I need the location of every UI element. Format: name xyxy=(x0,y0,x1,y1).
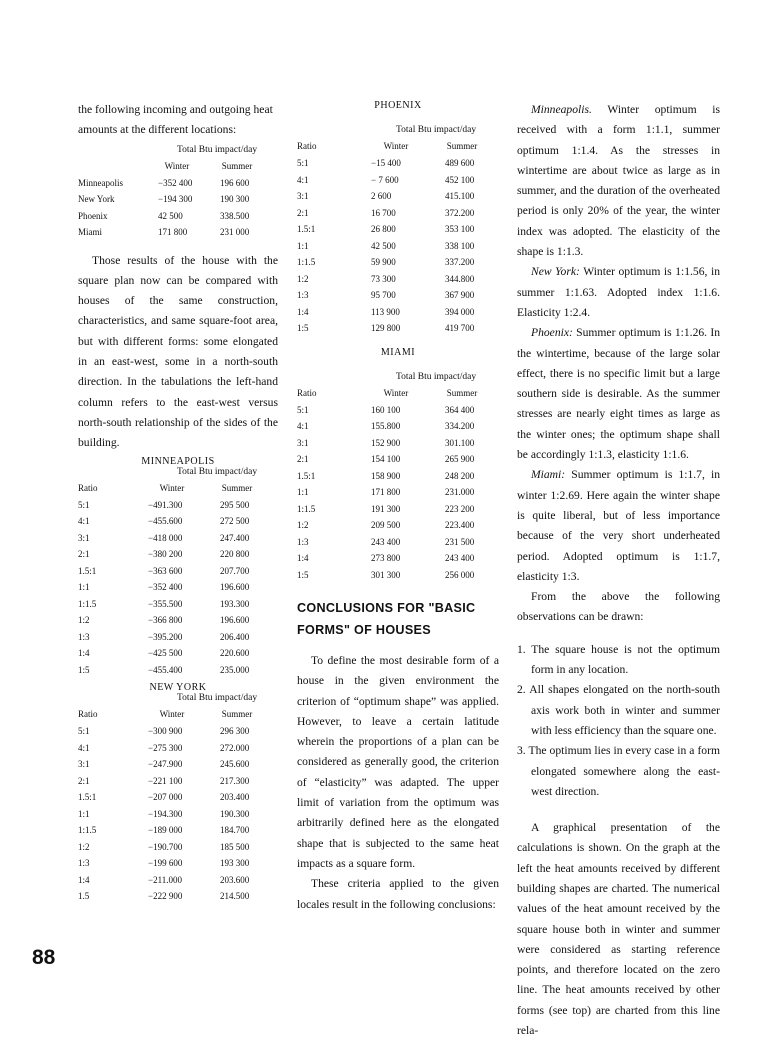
table-cell: −352 400 xyxy=(158,177,193,188)
table-cell: 1:4 xyxy=(78,874,90,885)
table-cell: 1:4 xyxy=(297,306,309,317)
table-cell: 372.200 xyxy=(445,207,475,218)
column-header-winter: Winter xyxy=(383,387,409,398)
table-cell: 196.600 xyxy=(220,582,250,593)
minneapolis-label: Minneapolis. xyxy=(531,103,592,116)
table-cell: 3:1 xyxy=(297,191,309,202)
table-cell: 2:1 xyxy=(297,454,309,465)
table-row xyxy=(78,513,268,530)
table-cell: 196 600 xyxy=(220,177,250,188)
table-cell: 1:1 xyxy=(78,582,90,593)
table-cell: 1:2 xyxy=(78,615,90,626)
table-row xyxy=(297,320,493,337)
new-york-label: New York: xyxy=(531,265,580,279)
column-header-winter: Winter xyxy=(159,709,185,720)
table-cell: 1.5:1 xyxy=(78,792,97,803)
table-cell: 3:1 xyxy=(78,532,90,543)
table-row xyxy=(78,839,268,856)
table-cell: 231 500 xyxy=(445,536,475,547)
table-row xyxy=(297,451,493,468)
table-cell: 113 900 xyxy=(371,306,400,317)
table-cell: 203.400 xyxy=(220,792,250,803)
list-item: 1. The square house is not the optimum form in any location. xyxy=(517,642,720,677)
table-cell: −380 200 xyxy=(148,549,183,560)
table-row xyxy=(297,418,493,435)
table-cell: 154 100 xyxy=(371,454,401,465)
table-cell: 489 600 xyxy=(445,158,475,169)
table-row xyxy=(78,191,268,208)
column-header-summer: Summer xyxy=(221,709,253,720)
table-cell: −363 600 xyxy=(148,565,183,576)
table-row xyxy=(78,563,268,580)
phoenix-title: PHOENIX xyxy=(374,100,422,111)
table-cell: New York xyxy=(78,194,115,205)
table-row xyxy=(297,304,493,321)
column-left xyxy=(78,100,278,905)
table-cell: −395.200 xyxy=(148,631,183,642)
column-header-winter: Winter xyxy=(164,160,190,171)
miami-label: Miami: xyxy=(531,468,566,482)
column-header-summer: Summer xyxy=(446,141,478,151)
table-cell: 4:1 xyxy=(297,421,309,432)
minneapolis-body xyxy=(78,497,268,679)
table-cell: Minneapolis xyxy=(78,177,123,188)
table-row xyxy=(78,645,268,662)
table-row xyxy=(78,723,268,740)
locations-body xyxy=(78,175,268,241)
table-row xyxy=(78,612,268,629)
table-cell: 295 500 xyxy=(220,499,250,510)
table-cell: 272.000 xyxy=(220,742,250,753)
table-row xyxy=(78,629,268,646)
table-cell: 209 500 xyxy=(371,520,401,531)
column-right xyxy=(517,100,720,1041)
table-cell: 1:5 xyxy=(78,664,90,675)
table-cell: 193.300 xyxy=(220,598,250,609)
table-cell: 191 300 xyxy=(371,503,401,514)
table-cell: 5:1 xyxy=(297,158,309,169)
table-row xyxy=(78,546,268,563)
table-cell: −199 600 xyxy=(148,858,183,869)
table-cell: 231 000 xyxy=(220,227,250,238)
new-york-title: NEW YORK xyxy=(149,682,207,694)
observations-list xyxy=(517,640,720,802)
table-cell: 1.5:1 xyxy=(297,224,316,235)
table-cell: 2:1 xyxy=(78,775,90,786)
table-cell: 2:1 xyxy=(297,207,309,218)
table-cell: 245.600 xyxy=(220,759,250,770)
column-header-summer: Summer xyxy=(221,160,253,171)
table-cell: 129 800 xyxy=(371,323,401,334)
column-header-ratio: Ratio xyxy=(78,482,98,493)
table-row xyxy=(297,517,493,534)
table-cell: 243 400 xyxy=(371,536,401,547)
table-row xyxy=(78,596,268,613)
list-item: 3. The optimum lies in every case in a form elongated somewhere along the east-west direction. xyxy=(517,744,720,798)
table-cell: 26 800 xyxy=(371,224,396,235)
table-row xyxy=(297,287,493,304)
table-cell: −222 900 xyxy=(148,891,183,902)
table-cell: 1:5 xyxy=(297,323,309,334)
table-cell: 1:1.5 xyxy=(297,257,316,268)
table-row xyxy=(78,175,268,192)
table-cell: 1:3 xyxy=(297,536,309,547)
column-header-ratio: Ratio xyxy=(78,709,98,720)
table-cell: 1:1.5 xyxy=(78,825,97,836)
table-cell: 5:1 xyxy=(297,404,309,415)
table-cell: −211.000 xyxy=(148,874,182,885)
table-row xyxy=(297,205,493,222)
locations-table xyxy=(78,145,278,241)
intro-text: the following incoming and outgoing heat amounts at the different locations: xyxy=(78,103,273,137)
table-cell: 338 100 xyxy=(445,240,475,251)
phoenix-group-header: Total Btu impact/day xyxy=(396,125,477,135)
table-row xyxy=(78,806,268,823)
table-row xyxy=(297,534,493,551)
table-cell: 272 500 xyxy=(220,516,250,527)
table-cell: 220.600 xyxy=(220,648,250,659)
table-cell: 155.800 xyxy=(371,421,401,432)
table-row xyxy=(297,567,493,584)
table-cell: −366 800 xyxy=(148,615,183,626)
minneapolis-text: Winter optimum is received with a form 1:1.1, summer optimum 1:1.4. As the stresses in wintertime are about twice as large as in summer, and the duration of the overheated period is only 20% of the year, the winter index was adopted. The elasticity of the shape is 1:1.3. xyxy=(517,103,720,259)
column-middle xyxy=(297,100,499,915)
table-cell: 452 100 xyxy=(445,174,475,185)
table-cell: 1:1.5 xyxy=(297,503,316,514)
table-cell: 247.400 xyxy=(220,532,250,543)
table-row xyxy=(297,468,493,485)
table-cell: 190.300 xyxy=(220,808,250,819)
table-cell: 394 000 xyxy=(445,306,475,317)
table-cell: 1.5 xyxy=(78,891,90,902)
table-cell: 1:1 xyxy=(297,240,309,251)
table-cell: −455.400 xyxy=(148,664,183,675)
table-cell: −418 000 xyxy=(148,532,183,543)
table-cell: 2:1 xyxy=(78,549,90,560)
table-cell: 1:4 xyxy=(297,553,309,564)
table-cell: 4:1 xyxy=(78,516,90,527)
table-cell: 3:1 xyxy=(78,759,90,770)
table-row xyxy=(297,172,493,189)
table-cell: 1:1 xyxy=(297,487,309,498)
table-cell: 4:1 xyxy=(78,742,90,753)
minneapolis-title: MINNEAPOLIS xyxy=(141,455,215,467)
table-cell: −221 100 xyxy=(148,775,183,786)
miami-group-header: Total Btu impact/day xyxy=(396,371,477,382)
table-cell: 5:1 xyxy=(78,726,90,737)
table-cell: 256 000 xyxy=(445,569,475,580)
table-cell: 184.700 xyxy=(220,825,250,836)
table-cell: −247.900 xyxy=(148,759,183,770)
table-cell: 296 300 xyxy=(220,726,250,737)
graph-paragraph: A graphical presentation of the calculations is shown. On the graph at the left the heat amounts received by different building shapes are charted. The numerical values of the heat amount received by the square house both in winter and summer were considered as starting reference points, and therefore located on the zero line. The heat amounts received by other forms (see top) are charted from this line rela- xyxy=(517,821,720,1038)
table-row xyxy=(297,271,493,288)
miami-title: MIAMI xyxy=(380,346,416,358)
table-cell: 415.100 xyxy=(445,191,475,202)
table-row xyxy=(78,579,268,596)
table-cell: 353 100 xyxy=(445,224,475,235)
table-cell: 1:2 xyxy=(297,520,309,531)
column-header-ratio: Ratio xyxy=(297,141,317,151)
table-cell: 235.000 xyxy=(220,664,250,675)
comparison-paragraph: Those results of the house with the square plan now can be compared with houses of the same construction, characteristics, and same square-foot area, but with different forms: some elongated in an east-west, some in a north-south direction. In the tabulations the left-hand column refers to the east-west versus north-south relationship of the sides of the building. xyxy=(78,253,278,450)
table-cell: −491.300 xyxy=(148,499,183,510)
table-cell: −425 500 xyxy=(148,648,183,659)
table-cell: 206.400 xyxy=(220,631,250,642)
miami-body xyxy=(297,402,493,584)
table-cell: −194.300 xyxy=(148,808,183,819)
table-row xyxy=(297,238,493,255)
minneapolis-paragraph xyxy=(517,100,720,262)
table-cell: 301 300 xyxy=(371,569,401,580)
table-cell: 1:2 xyxy=(78,841,90,852)
phoenix-text: Summer optimum is 1:1.26. In the wintertime, because of the large solar effect, there is no specific limit but a large southern side is desirable. As the summer stresses are nearly eight times as large as the winter ones; the optimum shape shall be accordingly 1:1.3, elasticity 1:1.6. xyxy=(517,326,720,462)
miami-table xyxy=(297,384,493,584)
table-row xyxy=(78,497,268,514)
new-york-text: Winter optimum is 1:1.56, in summer 1:1.63. Adopted index 1:1.6. Elasticity 1:2.4. xyxy=(517,265,720,319)
table-cell: 223.400 xyxy=(445,520,475,531)
table-cell: 160 100 xyxy=(371,404,401,415)
column-header-winter: Winter xyxy=(159,482,185,493)
table-cell: 196.600 xyxy=(220,615,250,626)
minneapolis-table xyxy=(78,479,268,679)
table-row xyxy=(297,550,493,567)
table-cell: 217.300 xyxy=(220,775,250,786)
table-row xyxy=(297,435,493,452)
table-cell: 171 800 xyxy=(371,487,401,498)
table-cell: 59 900 xyxy=(371,257,396,268)
table-cell: 3:1 xyxy=(297,437,309,448)
table-cell: 2 600 xyxy=(371,191,392,202)
table-row xyxy=(78,224,268,241)
table-cell: 1:3 xyxy=(297,290,309,301)
locations-group-header: Total Btu impact/day xyxy=(177,144,258,155)
miami-paragraph xyxy=(517,465,720,587)
table-cell: 203.600 xyxy=(220,874,250,885)
page-number: 88 xyxy=(32,946,56,969)
new-york-body xyxy=(78,723,268,905)
table-cell: 158 900 xyxy=(371,470,401,481)
table-row xyxy=(78,662,268,679)
table-row xyxy=(78,872,268,889)
table-row xyxy=(78,855,268,872)
table-cell: −207 000 xyxy=(148,792,183,803)
table-cell: 4:1 xyxy=(297,174,309,185)
table-cell: 243 400 xyxy=(445,553,475,564)
table-cell: 1:4 xyxy=(78,648,90,659)
phoenix-label: Phoenix: xyxy=(531,326,573,340)
table-row xyxy=(297,155,493,172)
table-cell: 16 700 xyxy=(371,207,396,218)
table-cell: 1:2 xyxy=(297,273,309,284)
table-row xyxy=(297,254,493,271)
minneapolis-group-header: Total Btu impact/day xyxy=(177,466,258,477)
column-header-ratio: Ratio xyxy=(297,387,317,398)
column-header-winter: Winter xyxy=(383,141,409,151)
table-cell: − 7 600 xyxy=(371,174,399,185)
table-row xyxy=(297,484,493,501)
table-row xyxy=(78,789,268,806)
table-cell: −189 000 xyxy=(148,825,183,836)
table-row xyxy=(297,501,493,518)
new-york-paragraph xyxy=(517,262,720,323)
table-row xyxy=(78,530,268,547)
table-cell: 1:3 xyxy=(78,631,90,642)
table-cell: Phoenix xyxy=(78,210,108,221)
table-cell: 1.5:1 xyxy=(78,565,97,576)
table-cell: 419 700 xyxy=(445,323,475,334)
conclusions-paragraph: To define the most desirable form of a house in the given environment the criterion of “optimum shape” was applied. However, to leave a certain latitude wherein the proportions of a plan can be considered as generally good, the criterion of “elasticity” was adapted. The upper limit of variation from the optimum was arbitrarily defined here as the elongated shape that is subjected to the same heat impacts as a square form. xyxy=(297,654,499,870)
table-row xyxy=(297,221,493,238)
table-cell: 265 900 xyxy=(445,454,475,465)
table-cell: −15 400 xyxy=(371,158,401,169)
table-cell: 185 500 xyxy=(220,841,250,852)
table-cell: 1:3 xyxy=(78,858,90,869)
list-item: 2. All shapes elongated on the north-south axis work both in winter and summer with less efficiency than the square one. xyxy=(517,683,720,737)
conclusions-heading: CONCLUSIONS FOR "BASIC FORMS" OF HOUSES xyxy=(297,601,476,637)
locations-table-grid xyxy=(78,157,268,241)
table-row xyxy=(78,822,268,839)
criteria-paragraph: These criteria applied to the given locales result in the following conclusions: xyxy=(297,877,499,911)
table-cell: 214.500 xyxy=(220,891,250,902)
table-cell: −455.600 xyxy=(148,516,183,527)
table-cell: −352 400 xyxy=(148,582,183,593)
table-cell: 1:1 xyxy=(78,808,90,819)
table-cell: 73 300 xyxy=(371,273,396,284)
table-cell: 364 400 xyxy=(445,404,475,415)
table-cell: 42 500 xyxy=(158,210,183,221)
phoenix-paragraph xyxy=(517,323,720,465)
phoenix-table xyxy=(297,137,493,337)
table-cell: 367 900 xyxy=(445,290,475,301)
table-cell: 190 300 xyxy=(220,194,250,205)
table-cell: −275 300 xyxy=(148,742,183,753)
table-cell: 338.500 xyxy=(220,210,250,221)
table-cell: 1:5 xyxy=(297,569,309,580)
miami-text: Summer optimum is 1:1.7, in winter 1:2.69. Here again the winter shape is quite liberal, but of less importance because of the very short underheated period. Adopted optimum is 1:1.7, elasticity 1:3. xyxy=(517,468,720,583)
new-york-table xyxy=(78,705,268,905)
table-row xyxy=(78,208,268,225)
table-cell: 171 800 xyxy=(158,227,188,238)
table-cell: 301.100 xyxy=(445,437,475,448)
table-cell: 152 900 xyxy=(371,437,401,448)
table-cell: −194 300 xyxy=(158,194,193,205)
table-cell: 1:1.5 xyxy=(78,598,97,609)
table-cell: −190.700 xyxy=(148,841,183,852)
table-row xyxy=(78,773,268,790)
column-header-summer: Summer xyxy=(221,482,253,493)
table-cell: 220 800 xyxy=(220,549,250,560)
table-cell: −355.500 xyxy=(148,598,183,609)
table-cell: 1.5:1 xyxy=(297,470,316,481)
column-header-summer: Summer xyxy=(446,387,478,398)
table-cell: 337.200 xyxy=(445,257,475,268)
table-cell: 42 500 xyxy=(371,240,396,251)
table-row xyxy=(297,402,493,419)
table-cell: Miami xyxy=(78,227,102,238)
table-cell: 5:1 xyxy=(78,499,90,510)
table-cell: 273 800 xyxy=(371,553,401,564)
table-cell: 344.800 xyxy=(445,273,475,284)
table-cell: 207.700 xyxy=(220,565,250,576)
phoenix-body xyxy=(297,155,493,337)
table-cell: 193 300 xyxy=(220,858,250,869)
table-row xyxy=(78,888,268,905)
table-cell: 231.000 xyxy=(445,487,475,498)
table-cell: 223 200 xyxy=(445,503,475,514)
table-row xyxy=(297,188,493,205)
observations-intro: From the above the following observations can be drawn: xyxy=(517,590,720,624)
table-cell: 248 200 xyxy=(445,470,475,481)
table-cell: 334.200 xyxy=(445,421,475,432)
table-row xyxy=(78,740,268,757)
new-york-group-header: Total Btu impact/day xyxy=(177,693,258,704)
table-cell: −300 900 xyxy=(148,726,183,737)
table-row xyxy=(78,756,268,773)
table-cell: 95 700 xyxy=(371,290,396,301)
